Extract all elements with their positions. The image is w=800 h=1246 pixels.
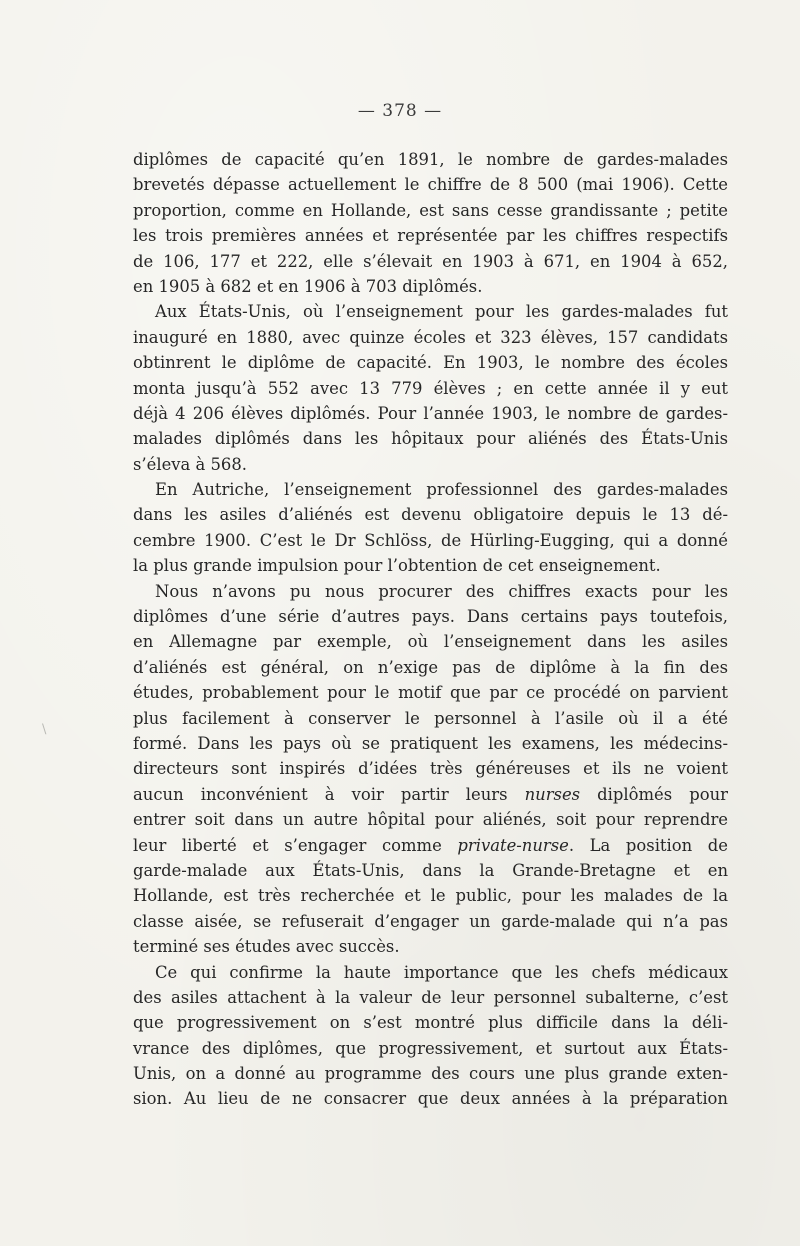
text-line: études, probablement pour le motif que par ce procédé on parvient [133, 683, 728, 703]
body-text [133, 147, 728, 1112]
italic-term: nurses [524, 784, 581, 804]
text-line: Ce qui confirme la haute importance que les chefs médicaux [155, 962, 728, 982]
text-line: terminé ses études avec succès. [133, 937, 400, 957]
text-line: diplômes de capacité qu’en 1891, le nombre de gardes-malades [133, 150, 728, 169]
text-line: les trois premières années et représentée par les chiffres respectifs [133, 226, 728, 246]
text-line: En Autriche, l’enseignement professionnel des gardes-malades [155, 480, 728, 500]
text-line: directeurs sont inspirés d’idées très généreuses et ils ne voient [133, 759, 728, 779]
text-line: inauguré en 1880, avec quinze écoles et 323 élèves, 157 candidats [133, 327, 728, 347]
text-line: vrance des diplômes, que progressivement, et surtout aux États- [133, 1038, 728, 1058]
text-segment: diplômés pour [580, 784, 728, 804]
text-line: malades diplômés dans les hôpitaux pour aliénés des États-Unis [133, 429, 728, 449]
text-line: proportion, comme en Hollande, est sans cesse grandissante ; petite [133, 200, 728, 220]
text-line: Aux États-Unis, où l’enseignement pour les gardes-malades fut [155, 302, 728, 322]
text-line: garde-malade aux États-Unis, dans la Grande-Bretagne et en [133, 860, 728, 880]
text-line [133, 833, 728, 858]
text-line: sion. Au lieu de ne consacrer que deux années à la préparation [133, 1089, 728, 1109]
text-line: la plus grande impulsion pour l’obtention de cet enseignement. [133, 556, 661, 576]
text-line: formé. Dans les pays où se pratiquent les examens, les médecins- [133, 733, 728, 753]
text-line: de 106, 177 et 222, elle s’élevait en 1903 à 671, en 1904 à 652, [133, 251, 728, 271]
text-line: en 1905 à 682 et en 1906 à 703 diplômés. [133, 276, 483, 296]
text-line: plus facilement à conserver le personnel à l’asile où il a été [133, 708, 728, 728]
text-line: Nous n’avons pu nous procurer des chiffres exacts pour les [155, 581, 728, 601]
text-line: diplômes d’une série d’autres pays. Dans certains pays toutefois, [133, 607, 728, 627]
text-line: en Allemagne par exemple, où l’enseignement dans les asiles [133, 632, 728, 652]
text-line: monta jusqu’à 552 avec 13 779 élèves ; en cette année il y eut [133, 378, 728, 398]
text-segment: aucun inconvénient à voir partir leurs [133, 784, 525, 804]
text-line: Hollande, est très recherchée et le public, pour les malades de la [133, 886, 728, 906]
text-line: brevetés dépasse actuellement le chiffre de 8 500 (mai 1906). Cette [133, 175, 728, 195]
text-line: dans les asiles d’aliénés est devenu obligatoire depuis le 13 dé- [133, 505, 728, 525]
text-line: entrer soit dans un autre hôpital pour aliénés, soit pour reprendre [133, 810, 728, 830]
italic-term: private-nurse [457, 835, 569, 855]
margin-speck: \ [42, 722, 47, 737]
text-line: des asiles attachent à la valeur de leur personnel subalterne, c’est [133, 987, 728, 1007]
text-line [133, 782, 728, 807]
text-segment: leur liberté et s’engager comme [133, 835, 458, 855]
text-line: déjà 4 206 élèves diplômés. Pour l’année 1903, le nombre de gardes- [133, 403, 728, 423]
text-line: que progressivement on s’est montré plus difficile dans la déli- [133, 1013, 728, 1033]
page-number: — 378 — [357, 101, 443, 121]
text-line: d’aliénés est général, on n’exige pas de diplôme à la fin des [133, 657, 728, 677]
text-line: obtinrent le diplôme de capacité. En 1903, le nombre des écoles [133, 353, 728, 373]
text-line: classe aisée, se refuserait d’engager un garde-malade qui n’a pas [133, 911, 728, 931]
text-line: Unis, on a donné au programme des cours une plus grande exten- [133, 1064, 728, 1084]
text-line: cembre 1900. C’est le Dr Schlöss, de Hürling-Eugging, qui a donné [133, 530, 728, 550]
text-segment: . La position de [568, 835, 728, 855]
text-line: s’éleva à 568. [133, 454, 247, 474]
